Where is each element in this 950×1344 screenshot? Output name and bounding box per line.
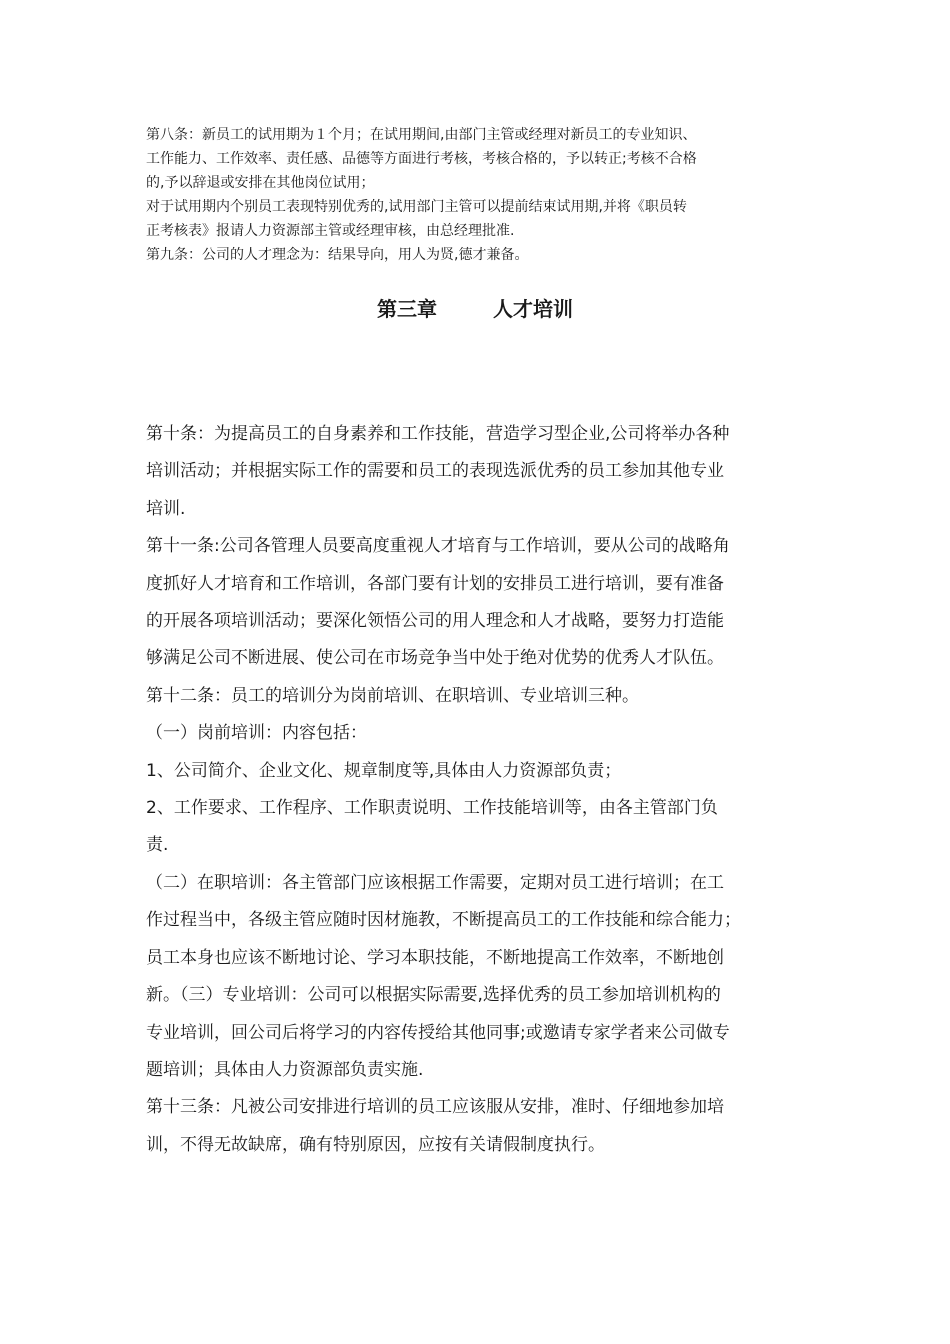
- article-9-paragraph: 第九条：公司的人才理念为：结果导向，用人为贤,德才兼备。: [146, 247, 529, 263]
- article-13-paragraph: 第十三条：凡被公司安排进行培训的员工应该服从安排，准时、仔细地参加培 训，不得无故缺席，确有特别原因，应按有关请假制度执行。: [146, 1097, 724, 1155]
- pre-job-training-heading: （一）岗前培训：内容包括：: [146, 723, 367, 744]
- on-job-training-paragraph: （二）在职培训：各主管部门应该根据工作需要，定期对员工进行培训；在工 作过程当中，各级主管应随时因材施教，不断提高员工的工作技能和综合能力； 员工本身也应该不断地讨论、学习本职技能，不断地提高工作效率，不断地创 新。（三）专业培训：公司可以根据实际需要,选择优秀的员工参加培训机构的 专业培训，回公司后将学习的内容传授给其他同事;或邀请专家学者来公司做专 题培训；具体由人力资源部负责实施.: [146, 872, 741, 1080]
- article-8-paragraph: 第八条：新员工的试用期为１个月；在试用期间,由部门主管或经理对新员工的专业知识、 工作能力、工作效率、责任感、品德等方面进行考核，考核合格的，予以转正;考核不合格 的,予以辞退或安排在其他岗位试用；: [146, 127, 697, 191]
- chapter-body: [146, 416, 812, 1164]
- chapter-number: 第三章: [377, 297, 437, 321]
- intro-section: [146, 123, 816, 267]
- article-10-paragraph: 第十条：为提高员工的自身素养和工作技能，营造学习型企业,公司将举办各种 培训活动；并根据实际工作的需要和员工的表现选派优秀的员工参加其他专业 培训.: [146, 424, 730, 519]
- pre-job-item-2: 2、工作要求、工作程序、工作职责说明、工作技能培训等，由各主管部门负 责.: [146, 798, 718, 856]
- article-11-paragraph: 第十一条:公司各管理人员要高度重视人才培育与工作培训，要从公司的战略角 度抓好人才培育和工作培训，各部门要有计划的安排员工进行培训，要有准备 的开展各项培训活动；要深化领悟公司的用人理念和人才战略，要努力打造能 够满足公司不断进展、使公司在市场竞争当中处于绝对优势的优秀人才队伍。: [146, 536, 730, 669]
- article-8-supplement-paragraph: 对于试用期内个别员工表现特别优秀的,试用部门主管可以提前结束试用期,并将《职员转 正考核表》报请人力资源部主管或经理审核，由总经理批准.: [146, 199, 687, 239]
- article-12-paragraph: 第十二条：员工的培训分为岗前培训、在职培训、专业培训三种。: [146, 685, 639, 706]
- pre-job-item-1: 1、公司简介、企业文化、规章制度等,具体由人力资源部负责；: [146, 760, 622, 781]
- chapter-heading: [0, 292, 950, 326]
- chapter-name: 人才培训: [493, 297, 573, 321]
